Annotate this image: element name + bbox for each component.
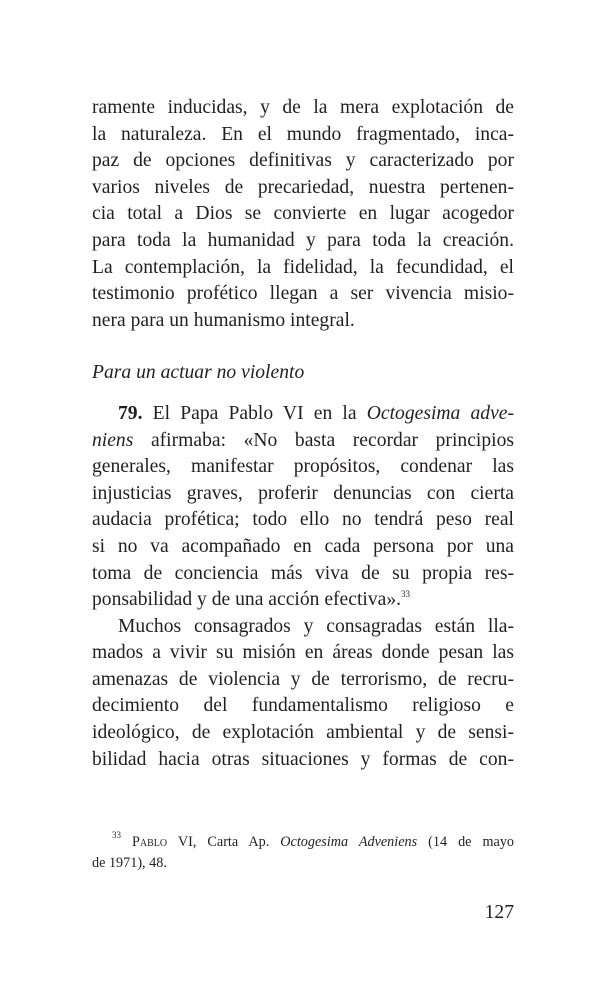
- page-number: 127: [484, 902, 514, 923]
- text-line: [92, 401, 514, 428]
- text-line: [92, 428, 514, 455]
- section-heading: Para un actuar no violento: [92, 362, 305, 384]
- text-fragment: ponsabilidad y de una acción efectiva».: [92, 589, 402, 611]
- text-fragment: (14 de mayo: [417, 834, 515, 850]
- text-line: amenazas de violencia y de terrorismo, de recru-: [92, 668, 514, 690]
- footnote-number: 33: [112, 830, 121, 840]
- text-line: injusticias graves, proferir denuncias con cierta: [92, 482, 514, 504]
- text-line: La contemplación, la fidelidad, la fecundidad, el: [92, 256, 514, 278]
- text-line: nera para un humanismo integral.: [92, 309, 355, 331]
- text-line: si no va acompañado en cada persona por una: [92, 535, 514, 557]
- text-line: cia total a Dios se convierte en lugar acogedor: [92, 203, 514, 225]
- text-fragment: El Papa Pablo VI en la: [142, 402, 367, 424]
- footnote-line: de 1971), 48.: [92, 855, 167, 871]
- document-title-fragment: Octogesima adve-: [366, 402, 515, 424]
- footnote-line: [92, 832, 514, 853]
- paragraph-top: [92, 95, 514, 334]
- text-line: Muchos consagrados y consagradas están lla-: [118, 615, 514, 637]
- page-body: [92, 95, 514, 773]
- text-fragment: afirmaba: «No basta recordar principios: [133, 429, 514, 451]
- paragraph-79: [92, 401, 514, 614]
- footnote: [92, 832, 514, 874]
- footnote-author: Pablo: [132, 834, 168, 850]
- text-line: testimonio profético llegan a ser vivencia misio-: [92, 283, 514, 305]
- text-fragment: VI, Carta Ap.: [167, 834, 281, 850]
- text-line: para toda la humanidad y para toda la creación.: [92, 229, 514, 251]
- text-line: mados a vivir su misión en áreas donde pesan las: [92, 642, 514, 664]
- paragraph-number: 79.: [118, 402, 143, 424]
- text-line: [92, 587, 514, 614]
- text-line: decimiento del fundamentalismo religioso e: [92, 695, 514, 717]
- text-line: ramente inducidas, y de la mera explotación de: [92, 97, 514, 118]
- text-line: la naturaleza. En el mundo fragmentado, inca-: [92, 123, 514, 145]
- text-line: varios niveles de precariedad, nuestra pertenen-: [92, 176, 514, 198]
- footnote-title: Octogesima Adveniens: [280, 834, 418, 850]
- footnote-reference: 33: [401, 589, 411, 600]
- text-line: audacia profética; todo ello no tendrá peso real: [92, 509, 514, 531]
- text-line: generales, manifestar propósitos, condenar las: [92, 456, 514, 478]
- document-title-fragment: niens: [92, 429, 134, 451]
- text-line: ideológico, de explotación ambiental y de sensi-: [92, 722, 514, 744]
- text-line: bilidad hacia otras situaciones y formas de con-: [92, 748, 514, 770]
- paragraph-next: [92, 614, 514, 774]
- text-line: paz de opciones definitivas y caracterizado por: [92, 150, 514, 172]
- text-line: toma de conciencia más viva de su propia res-: [92, 562, 514, 584]
